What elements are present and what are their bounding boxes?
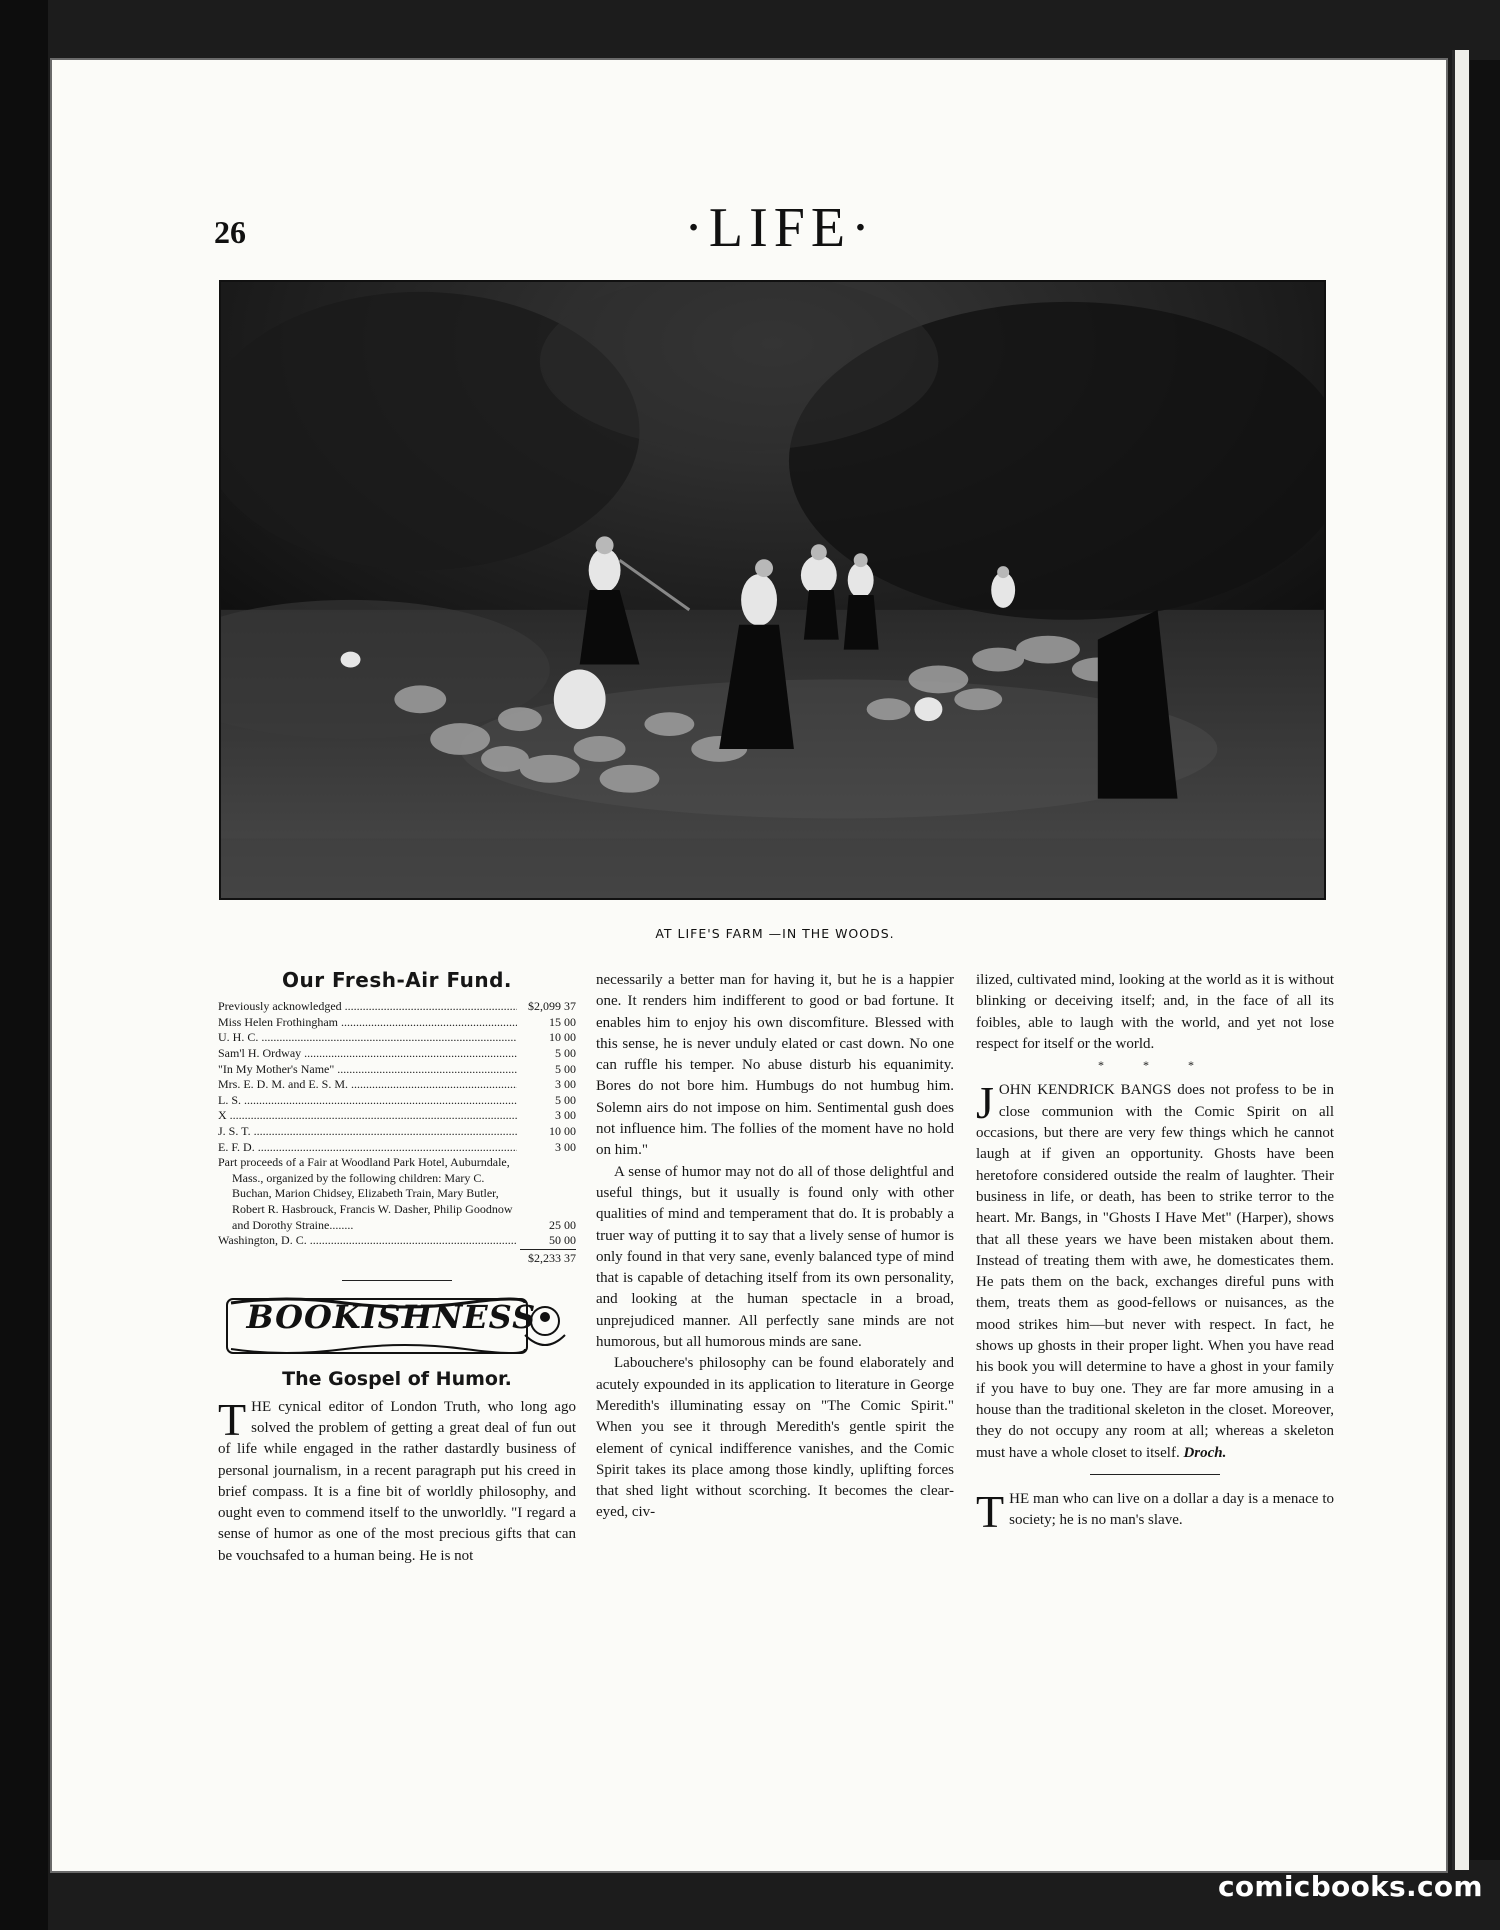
drop-cap: J [976, 1077, 994, 1129]
fund-row: E. F. D. ..... 3 00 [218, 1140, 576, 1156]
fund-row: "In My Mother's Name" ..... 5 00 [218, 1062, 576, 1078]
page-number: 26 [214, 214, 246, 250]
fund-total: $2,233 37 [218, 1249, 576, 1267]
next-page-edge [1452, 50, 1469, 1870]
article-paragraph: A sense of humor may not do all of those delightful and useful things, but it usually is found only with other qualities of mind and temperament that do. It is probably a truer way of putting it to say that a lively sense of humor is only found in that very sane, evenly balanced type of mind that is capable of detaching itself from its own personality, and looking at the human spectacle in a broad, unprejudiced manner. All perfectly sane minds are not humorous, but all humorous minds are sane. [596, 1163, 954, 1351]
fund-row: X ..... 3 00 [218, 1108, 576, 1124]
article-paragraph: ilized, cultivated mind, looking at the world as it is without blinking or deceiving itself; and, in the face of all its foibles, able to laugh with the world, and yet not lose respect for itself or the world. [976, 972, 1334, 1052]
fund-list [218, 999, 576, 1266]
section-stars: * * * [1098, 1058, 1212, 1073]
fund-row: Miss Helen Frothingham ..... 15 00 [218, 1015, 576, 1031]
bookishness-heading: BOOKISHNESS [246, 1298, 537, 1337]
fund-title: Our Fresh-Air Fund. [281, 968, 513, 992]
fund-row: J. S. T. ..... 10 00 [218, 1124, 576, 1140]
article-title: The Gospel of Humor. [282, 1368, 512, 1391]
fund-row: Washington, D. C. ..... 50 00 [218, 1233, 576, 1249]
section-divider [1090, 1474, 1220, 1475]
watermark: comicbooks.com [1218, 1870, 1483, 1903]
article-paragraph: THE cynical editor of London Truth, who long ago solved the problem of getting a great deal of fun out of life while engaged in the rather dastardly business of personal journalism, in a recent paragraph put his creed in brief compass. It is a fine bit of worldly philosophy, and ought even to commend itself to the unworldly. "I regard a sense of humor as one of the most precious gifts that can be vouchsafed to a human being. He is not [218, 1393, 576, 1564]
binding-shadow [0, 0, 48, 1930]
column-3 [976, 970, 1334, 1537]
bangs-review: JOHN KENDRICK BANGS does not profess to be in close communion with the Comic Spirit on all occasions, but there are very few things which he cannot laugh at if given an opportunity. Ghosts have been heretofore considered outside the realm of laughter. Their business in life, or death, has been to strike terror to the heart. Mr. Bangs, in "Ghosts I Have Met" (Harper), shows that all these years we have been mistaken about them. Instead of treating them with awe, he domesticates them. He pats them on the back, exchanges direful puns with them, treats them as good-fellows or nuisances, as the mood strikes him—but never with respect. In fact, he shows up ghosts in their proper light. When you have read his book you will determine to have a ghost in your family if you have to buy one. They are far more amusing in a house than the traditional skeleton in the closet. Moreover, they do not occupy any room at all; whereas a skeleton must have a whole closet to itself. Droch. [976, 1077, 1334, 1461]
section-divider [342, 1280, 452, 1281]
masthead: ·LIFE· [684, 197, 876, 259]
fund-row: U. H. C. ..... 10 00 [218, 1030, 576, 1046]
fund-row: Sam'l H. Ordway ..... 5 00 [218, 1046, 576, 1062]
photo-caption: AT LIFE'S FARM —IN THE WOODS. [655, 926, 895, 941]
column-2 [596, 970, 954, 1524]
bookishness-banner [225, 1295, 570, 1357]
filler-paragraph: THE man who can live on a dollar a day is a menace to society; he is no man's slave. [976, 1485, 1334, 1537]
fund-row: L. S. ..... 5 00 [218, 1093, 576, 1109]
article-paragraph: Labouchere's philosophy can be found elaborately and acutely expounded in its application to literature in George Meredith's illuminating essay on "The Comic Spirit." When you see it through Meredith's gentle spirit the element of cynical indifference vanishes, and the Comic Spirit takes its place among those kindly, uplifting forces that shed light without scorching. It becomes the clear-eyed, civ- [596, 1355, 954, 1521]
page-background [1470, 60, 1500, 1860]
woods-photograph [219, 280, 1326, 900]
author-signature: Droch. [1183, 1444, 1227, 1461]
drop-cap: T [218, 1393, 247, 1445]
fund-row-fair: Part proceeds of a Fair at Woodland Park Hotel, Auburndale, Mass., organized by the following children: Mary C. Buchan, Marion Chidsey, Elizabeth Train, Mary Butler, Robert R. Hasbrouck, Francis W. Dasher, Philip Goodnow and Dorothy Straine........ 25 00 [218, 1155, 576, 1232]
article-paragraph: necessarily a better man for having it, but he is a happier one. It renders him indifferent to good or bad fortune. It enables him to enjoy his own discomfiture. Blessed with this sense, he is never unduly elated or cast down. No one can ruffle his temper. No abuse disturb his equanimity. Bores do not bore him. Humbugs do not humbug him. Solemn airs do not impose on him. Sentimental gush does not influence him. The follies of the moment have no hold on him." [596, 972, 954, 1159]
fund-row: Previously acknowledged ..... $2,099 37 [218, 999, 576, 1015]
drop-cap: T [976, 1485, 1005, 1537]
fund-row: Mrs. E. D. M. and E. S. M. ..... 3 00 [218, 1077, 576, 1093]
column-1 [218, 970, 576, 1567]
